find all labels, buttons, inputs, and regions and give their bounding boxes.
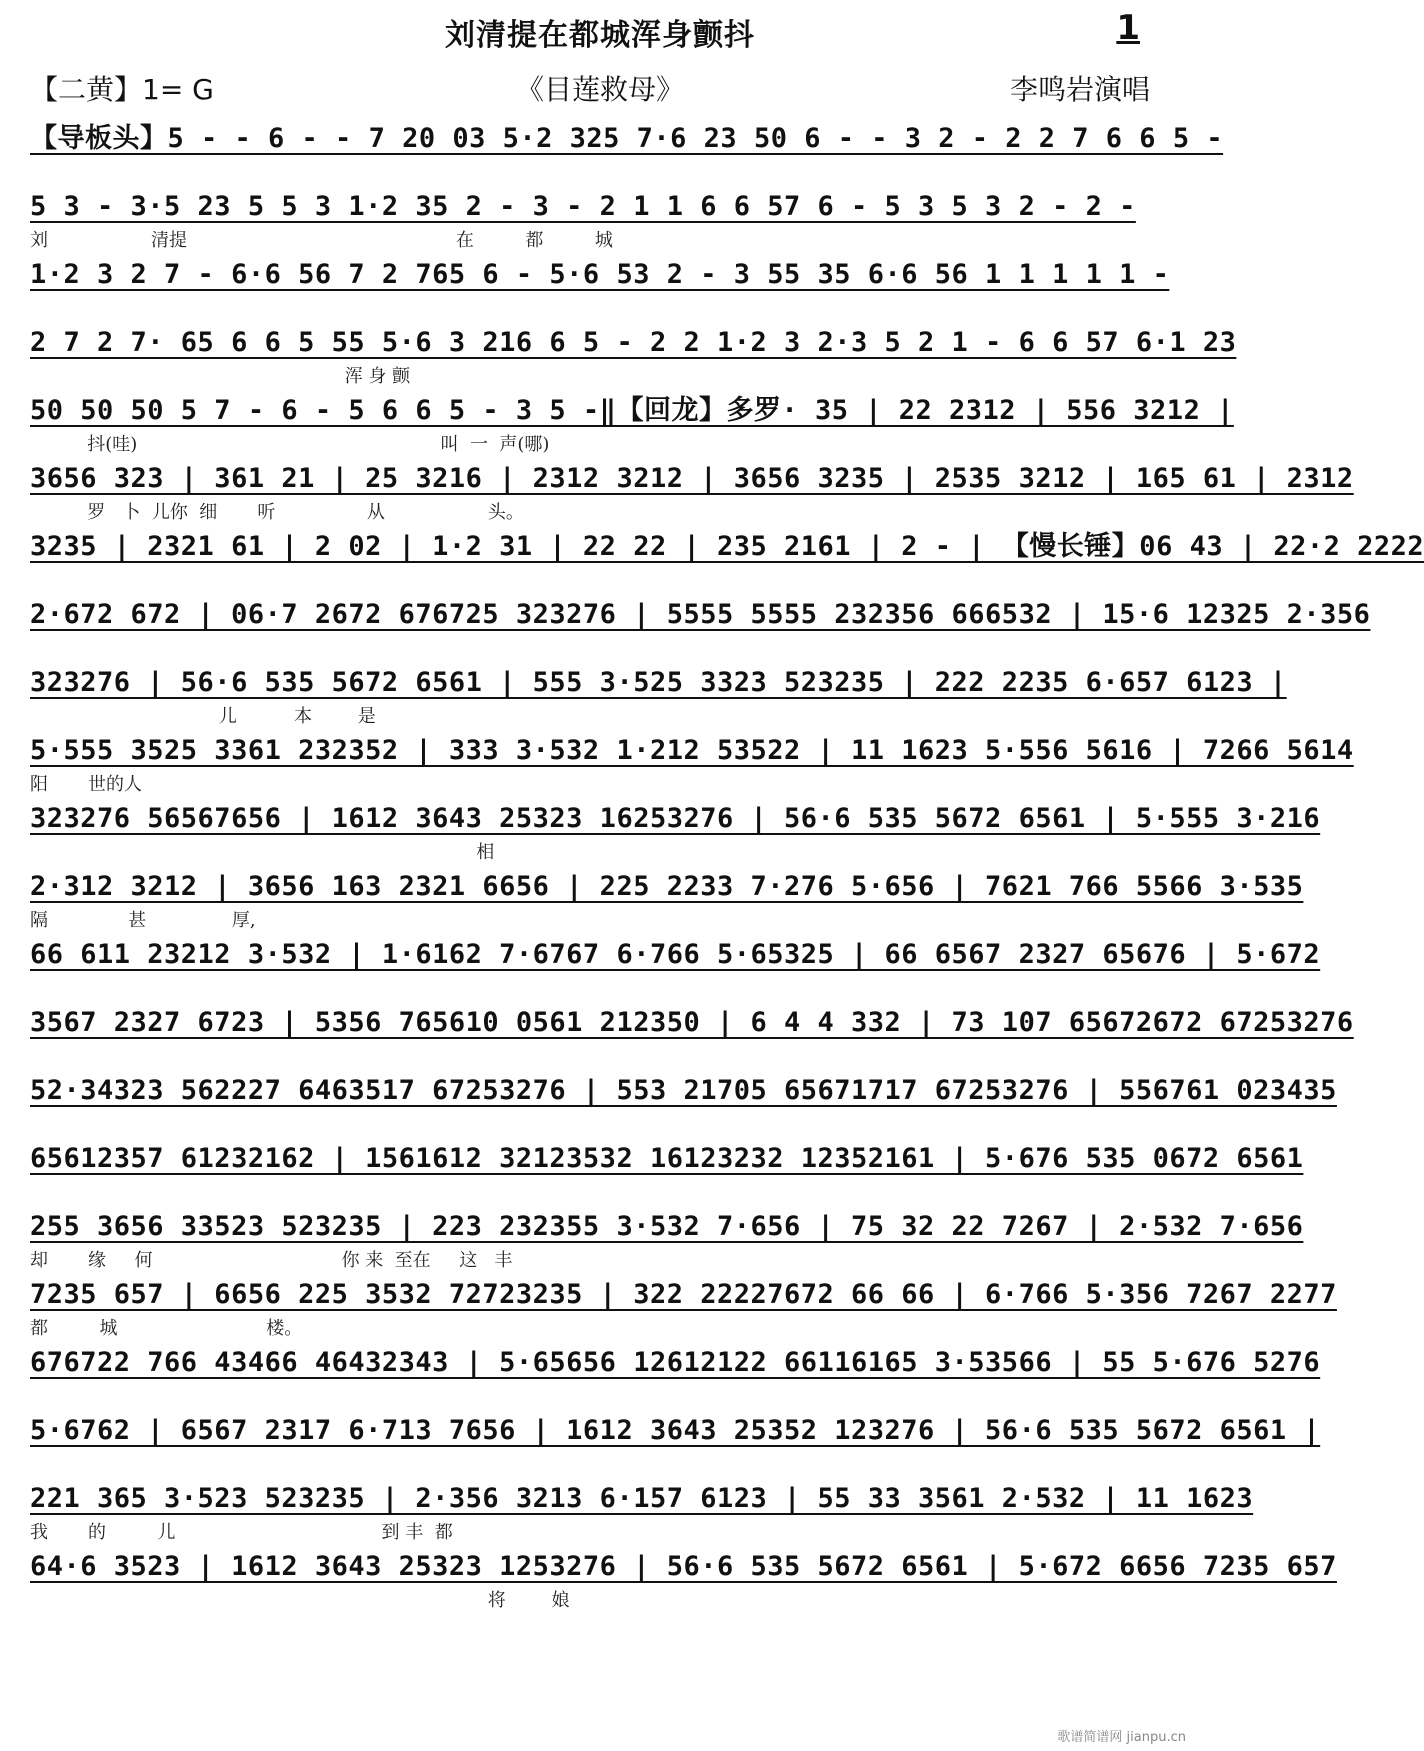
lyrics-row: 阳 世的人: [30, 774, 143, 795]
notation-row: 3656 323 | 361 21 | 25 3216 | 2312 3212 | 3656 3235 | 2535 3212 | 165 61 | 2312: [30, 463, 1354, 494]
lyrics-row: 浑 身 颤: [30, 366, 411, 387]
lyrics-row: [30, 1112, 1175, 1138]
page-number: 1: [1116, 8, 1140, 48]
key-signature: 【二黄】1= G: [30, 73, 214, 106]
notation-row: 5·6762 | 6567 2317 6·713 7656 | 1612 3643 25352 123276 | 56·6 535 5672 6561 |: [30, 1415, 1321, 1446]
lyrics-row: [30, 296, 1175, 322]
score-line: [30, 1478, 1254, 1546]
notation-row: 323276 56567656 | 1612 3643 25323 16253276 | 56·6 535 5672 6561 | 5·555 3·216: [30, 803, 1321, 834]
lyrics-row: 将 娘: [30, 1590, 570, 1611]
notation-row: 7235 657 | 6656 225 3532 72723235 | 322 22227672 66 66 | 6·766 5·356 7267 2277: [30, 1279, 1337, 1310]
page-title: 刘清提在都城浑身颤抖: [445, 18, 755, 53]
notation-row: 1·2 3 2 7 - 6·6 56 7 2 765 6 - 5·6 53 2 - 3 55 35 6·6 56 1 1 1 1 1 -: [30, 259, 1170, 290]
score-line: [30, 594, 1371, 662]
score-line: [30, 1546, 1337, 1614]
score-line: [30, 730, 1354, 798]
score-line: [30, 186, 1175, 254]
score-line: [30, 1206, 1304, 1274]
notation-row: 221 365 3·523 523235 | 2·356 3213 6·157 6123 | 55 33 3561 2·532 | 11 1623: [30, 1483, 1254, 1514]
score-line: [30, 1274, 1337, 1342]
notation-row: 64·6 3523 | 1612 3643 25323 1253276 | 56·6 535 5672 6561 | 5·672 6656 7235 657: [30, 1551, 1337, 1582]
lyrics-row: [30, 1044, 1175, 1070]
score-line: [30, 322, 1237, 390]
lyrics-row: [30, 160, 1175, 186]
lyrics-row: 隔 甚 厚,: [30, 910, 256, 931]
notation-row: 5 3 - 3·5 23 5 5 3 1·2 35 2 - 3 - 2 1 1 6 6 57 6 - 5 3 5 3 2 - 2 -: [30, 191, 1136, 222]
lyrics-row: 却 缘 何 你 来 至在 这 丰: [30, 1250, 513, 1271]
score-line: [30, 458, 1354, 526]
score-line: [30, 526, 1424, 594]
score-line: [30, 1002, 1354, 1070]
lyrics-row: 我 的 儿 到 丰 都: [30, 1522, 453, 1543]
score-line: [30, 1070, 1337, 1138]
score-line: [30, 1138, 1304, 1206]
lyrics-row: [30, 636, 1175, 662]
notation-row: 2·672 672 | 06·7 2672 676725 323276 | 5555 5555 232356 666532 | 15·6 12325 2·356: [30, 599, 1371, 630]
performer-credit: 李鸣岩演唱: [1009, 73, 1150, 106]
lyrics-row: 都 城 楼。: [30, 1318, 303, 1339]
opera-name: 《目莲救母》: [515, 73, 684, 106]
score-line: [30, 662, 1287, 730]
notation-row: 【导板头】5 - - 6 - - 7 20 03 5·2 325 7·6 23 50 6 - - 3 2 - 2 2 7 6 6 5 -: [30, 123, 1224, 154]
site-watermark: 歌谱简谱网 jianpu.cn: [1057, 1730, 1186, 1745]
score-line: [30, 866, 1304, 934]
notation-row: 255 3656 33523 523235 | 223 232355 3·532 7·656 | 75 32 22 7267 | 2·532 7·656: [30, 1211, 1304, 1242]
score-line: [30, 118, 1224, 186]
notation-row: 5·555 3525 3361 232352 | 333 3·532 1·212 53522 | 11 1623 5·556 5616 | 7266 5614: [30, 735, 1354, 766]
notation-row: 676722 766 43466 46432343 | 5·65656 12612122 66116165 3·53566 | 55 5·676 5276: [30, 1347, 1321, 1378]
score-body: [30, 118, 1424, 1614]
score-line: [30, 390, 1234, 458]
score-line: [30, 1342, 1321, 1410]
notation-row: 2 7 2 7· 65 6 6 5 55 5·6 3 216 6 5 - 2 2 1·2 3 2·3 5 2 1 - 6 6 57 6·1 23: [30, 327, 1237, 358]
score-line: [30, 798, 1321, 866]
notation-row: 2·312 3212 | 3656 163 2321 6656 | 225 2233 7·276 5·656 | 7621 766 5566 3·535: [30, 871, 1304, 902]
lyrics-row: 刘 清提 在 都 城: [30, 230, 613, 251]
lyrics-row: [30, 568, 1175, 594]
lyrics-row: [30, 1384, 1175, 1410]
notation-row: 66 611 23212 3·532 | 1·6162 7·6767 6·766 5·65325 | 66 6567 2327 65676 | 5·672: [30, 939, 1321, 970]
notation-row: 50 50 50 5 7 - 6 - 5 6 6 5 - 3 5 -‖【回龙】多罗· 35 | 22 2312 | 556 3212 |: [30, 395, 1234, 426]
lyrics-row: [30, 1452, 1175, 1478]
lyrics-row: [30, 976, 1175, 1002]
notation-row: 3567 2327 6723 | 5356 765610 0561 212350 | 6 4 4 332 | 73 107 65672672 67253276: [30, 1007, 1354, 1038]
notation-row: 323276 | 56·6 535 5672 6561 | 555 3·525 3323 523235 | 222 2235 6·657 6123 |: [30, 667, 1287, 698]
score-line: [30, 254, 1175, 322]
notation-row: 65612357 61232162 | 1561612 32123532 16123232 12352161 | 5·676 535 0672 6561: [30, 1143, 1304, 1174]
lyrics-row: 罗 卜 儿你 细 听 从 头。: [30, 502, 524, 523]
lyrics-row: 抖(哇) 叫 一 声(哪): [30, 434, 550, 455]
lyrics-row: [30, 1180, 1175, 1206]
notation-row: 52·34323 562227 6463517 67253276 | 553 21705 65671717 67253276 | 556761 023435: [30, 1075, 1337, 1106]
score-line: [30, 1410, 1321, 1478]
score-line: [30, 934, 1321, 1002]
notation-row: 3235 | 2321 61 | 2 02 | 1·2 31 | 22 22 | 235 2161 | 2 - | 【慢长锤】06 43 | 22·2 2222: [30, 531, 1424, 562]
lyrics-row: 相: [30, 842, 495, 863]
lyrics-row: 儿 本 是: [30, 706, 376, 727]
